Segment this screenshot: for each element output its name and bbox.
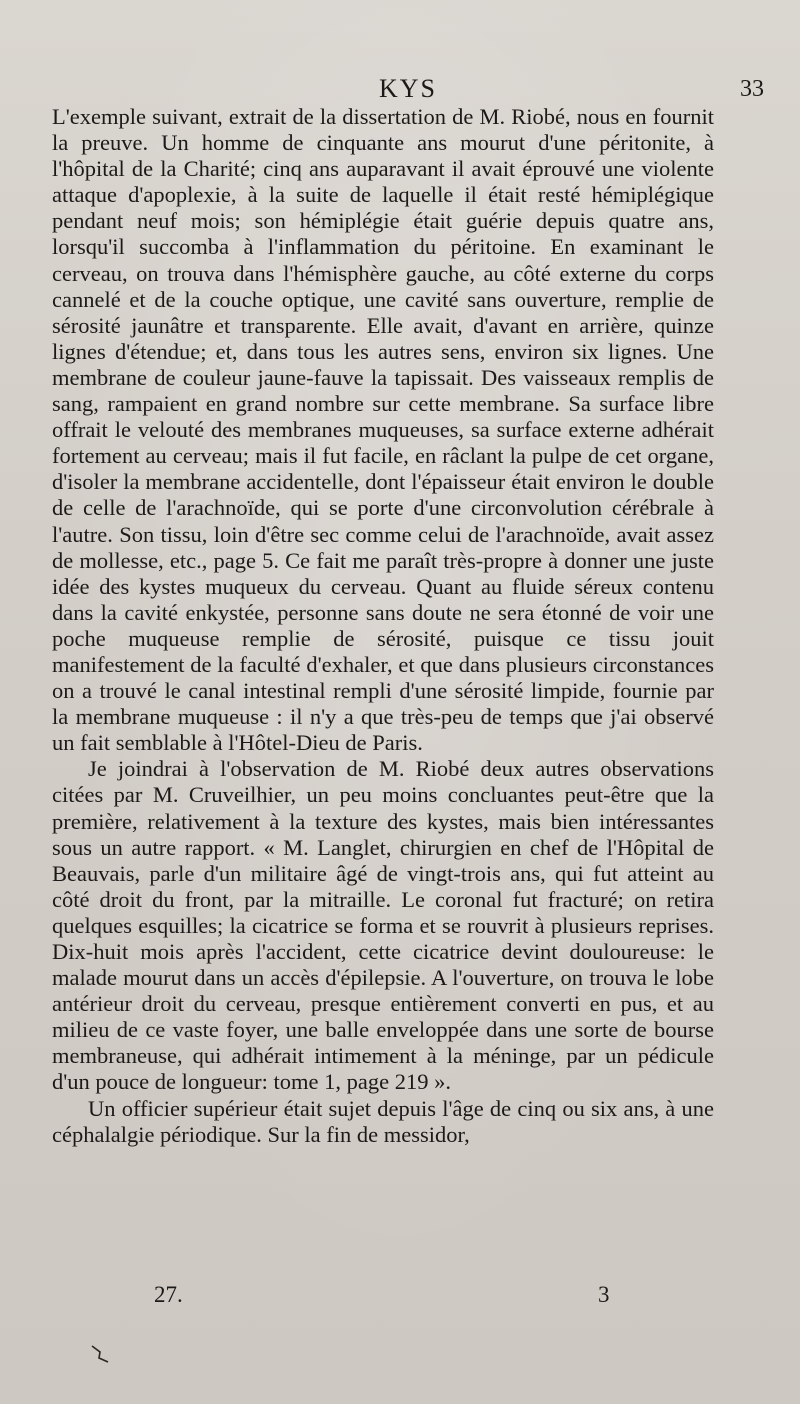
paragraph-2: Je joindrai à l'observation de M. Riobé deux autres observations citées par M. Cruveilhier, un peu moins concluantes peut-être que la première, relativement à la texture des kystes, mais bien intéressantes sous un autre rapport. « M. Langlet, chirurgien en chef de l'Hôpital de Beauvais, parle d'un militaire âgé de vingt-trois ans, qui fut atteint au côté droit du front, par la mitraille. Le coronal fut fracturé; on retira quelques esquilles; la cicatrice se forma et se rouvrit à plusieurs reprises. Dix-huit mois après l'accident, cette cicatrice devint douloureuse: le malade mourut dans un accès d'épilepsie. A l'ouverture, on trouva le lobe antérieur droit du cerveau, presque entièrement converti en pus, et au milieu de ce vaste foyer, une balle enveloppée dans une sorte de bourse membraneuse, qui adhérait intimement à la méninge, par un pédicule d'un pouce de longueur: tome 1, page 219 ». — [52, 756, 714, 1095]
main-text — [52, 104, 714, 1148]
signature-mark-left: 27. — [154, 1282, 183, 1307]
pen-stroke-mark — [90, 1342, 112, 1364]
running-head: KYS — [378, 74, 437, 103]
paragraph-3: Un officier supérieur était sujet depuis l'âge de cinq ou six ans, à une céphalalgie périodique. Sur la fin de messidor, — [52, 1095, 714, 1147]
page-footer — [52, 1282, 714, 1312]
signature-mark-right: 3 — [598, 1282, 610, 1307]
page-number: 33 — [740, 76, 764, 102]
paragraph-1: L'exemple suivant, extrait de la dissertation de M. Riobé, nous en fournit la preuve. Un homme de cinquante ans mourut d'une péritonite, à l'hôpital de la Charité; cinq ans auparavant il avait éprouvé une violente attaque d'apoplexie, à la suite de laquelle il était resté hémiplégique pendant neuf mois; son hémiplégie était guérie depuis quatre ans, lorsqu'il succomba à l'inflammation du péritoine. En examinant le cerveau, on trouva dans l'hémisphère gauche, au côté externe du corps cannelé et de la couche optique, une cavité sans ouverture, remplie de sérosité jaunâtre et transparente. Elle avait, d'avant en arrière, quinze lignes d'étendue; et, dans tous les autres sens, environ six lignes. Une membrane de couleur jaune-fauve la tapissait. Des vaisseaux remplis de sang, rampaient en grand nombre sur cette membrane. Sa surface libre offrait le velouté des membranes muqueuses, sa surface externe adhérait fortement au cerveau; mais il fut facile, en râclant la pulpe de cet organe, d'isoler la membrane accidentelle, dont l'épaisseur était environ le double de celle de l'arachnoïde, qui se porte d'une circonvolution cérébrale à l'autre. Son tissu, loin d'être sec comme celui de l'arachnoïde, avait assez de mollesse, etc., page 5. Ce fait me paraît très-propre à donner une juste idée des kystes muqueux du cerveau. Quant au fluide séreux contenu dans la cavité enkystée, personne sans doute ne sera étonné de voir une poche muqueuse remplie de sérosité, puisque ce tissu jouit manifestement de la faculté d'exhaler, et que dans plusieurs circonstances on a trouvé le canal intestinal rempli d'une sérosité limpide, fournie par la membrane muqueuse : il n'y a que très-peu de temps que j'ai observé un fait semblable à l'Hôtel-Dieu de Paris. — [52, 104, 714, 756]
